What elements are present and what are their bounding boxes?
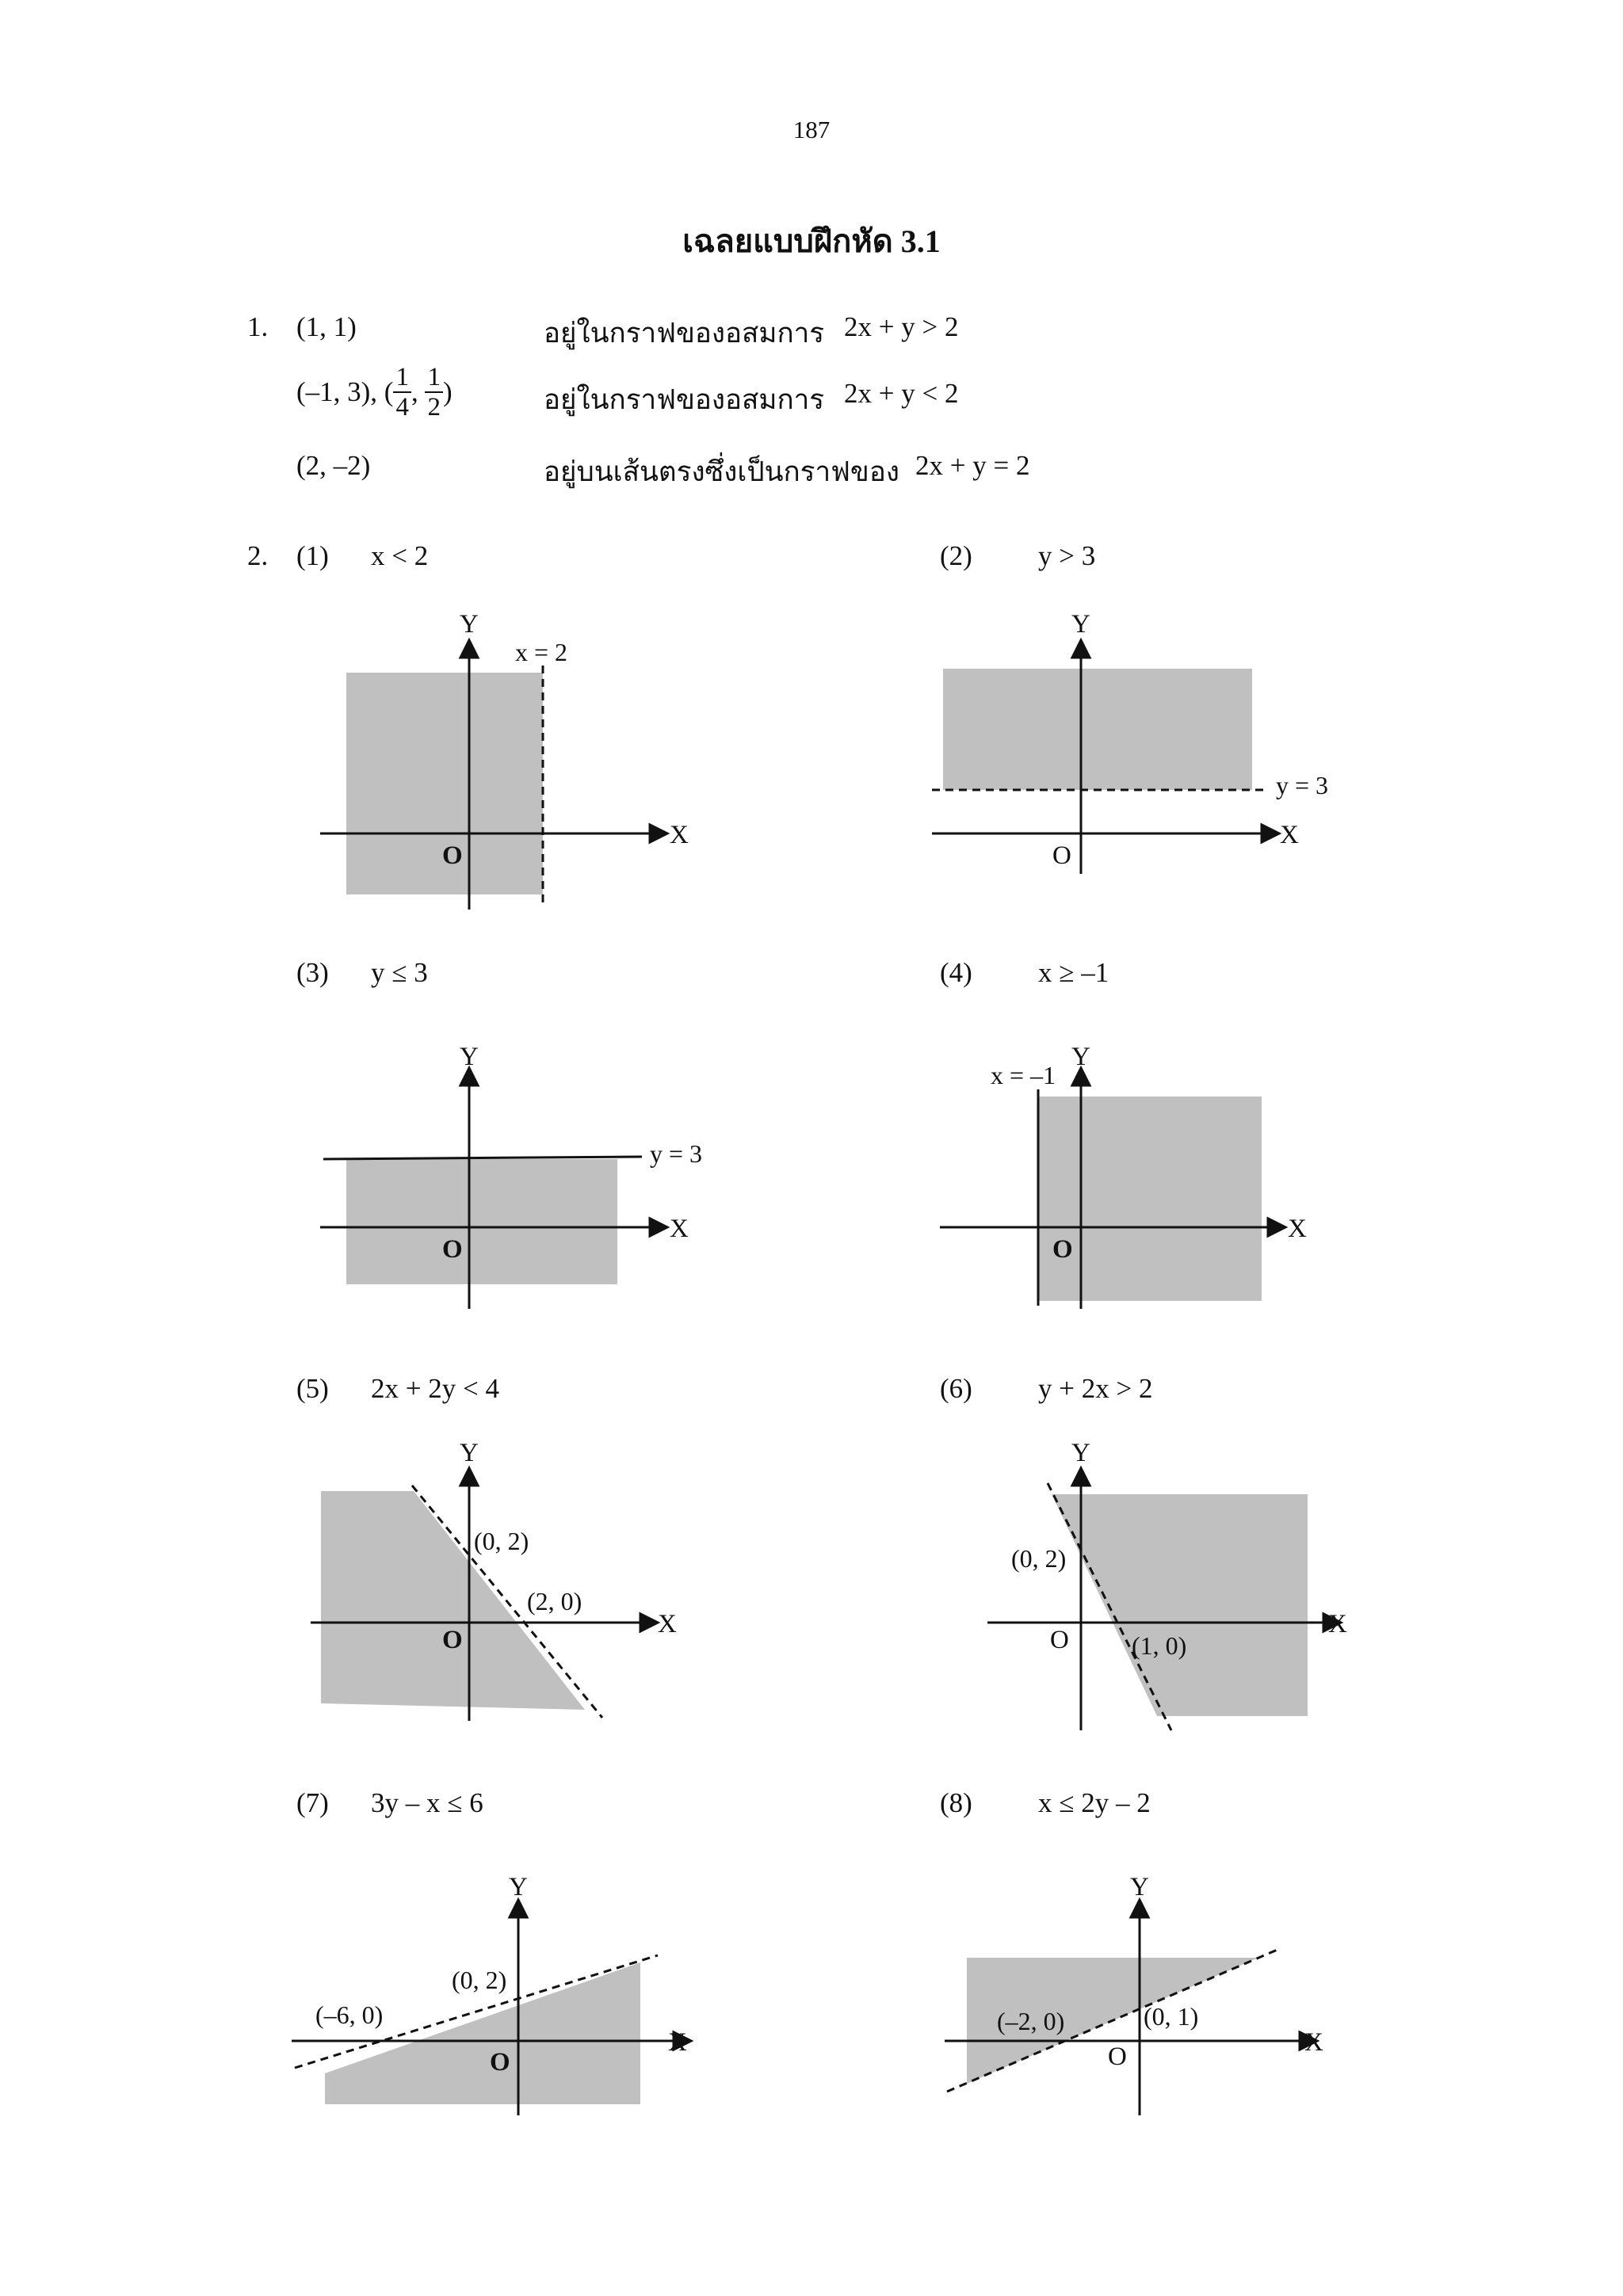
point-label-a: (0, 2) (1011, 1544, 1067, 1573)
x-axis-label: X (1304, 2028, 1323, 2057)
page-number: 187 (792, 116, 831, 143)
point-label-b: (–6, 0) (315, 2000, 384, 2029)
part-3-inequality: y ≤ 3 (371, 957, 428, 988)
part-5-inequality: 2x + 2y < 4 (371, 1373, 499, 1404)
y-axis-label: Y (1071, 1439, 1090, 1467)
graph-5 (311, 1439, 677, 1721)
q1-text-1: อยู่ในกราฟของอสมการ (544, 318, 825, 349)
origin-label: O (1108, 2042, 1127, 2071)
part-6-label: (6) (940, 1373, 972, 1404)
part-2-label: (2) (940, 540, 972, 571)
shaded-region (943, 669, 1252, 790)
boundary-line (323, 1157, 642, 1159)
x-axis-label: X (658, 1610, 677, 1638)
q1-point-2-separator: , (411, 376, 426, 407)
frac1-denominator: 4 (395, 393, 409, 421)
graph-4 (940, 1043, 1307, 1309)
line-label: y = 3 (1276, 771, 1329, 799)
q1-point-3: (2, –2) (296, 450, 371, 481)
y-axis-label: Y (1071, 610, 1090, 639)
q1-point-2-prefix: (–1, 3), ( (296, 376, 394, 407)
origin-label: O (442, 1235, 463, 1264)
point-label-a: (0, 2) (452, 1966, 507, 1994)
x-axis-label: X (670, 821, 689, 849)
origin-label: O (442, 1626, 463, 1654)
point-label-b: (–2, 0) (997, 2007, 1065, 2035)
x-axis-label: X (1280, 821, 1299, 849)
point-label-a: (0, 1) (1144, 2002, 1199, 2031)
line-label: x = 2 (515, 638, 568, 666)
shaded-region (346, 1159, 617, 1284)
y-axis-label: Y (460, 1439, 479, 1467)
graph-2 (932, 610, 1328, 874)
y-axis-label: Y (1130, 1873, 1149, 1901)
part-2-inequality: y > 3 (1038, 540, 1096, 571)
part-3-label: (3) (296, 957, 329, 988)
y-axis-label: Y (460, 610, 479, 639)
point-label-b: (1, 0) (1132, 1631, 1187, 1660)
graph-3 (320, 1043, 702, 1309)
part-1-inequality: x < 2 (371, 540, 429, 571)
frac2-numerator: 1 (425, 363, 443, 393)
part-6-inequality: y + 2x > 2 (1038, 1373, 1153, 1404)
line-label: x = –1 (991, 1061, 1056, 1089)
frac2-denominator: 2 (427, 393, 441, 421)
shaded-region (1052, 1494, 1308, 1716)
shaded-region (1038, 1097, 1262, 1301)
frac1-numerator: 1 (393, 363, 411, 393)
part-4-inequality: x ≥ –1 (1038, 957, 1109, 988)
part-4-label: (4) (940, 957, 972, 988)
y-axis-label: Y (1071, 1043, 1090, 1071)
origin-label: O (490, 2048, 510, 2077)
q1-point-1: (1, 1) (296, 311, 357, 342)
part-8-label: (8) (940, 1787, 972, 1818)
q1-expr-2: 2x + y < 2 (844, 378, 959, 409)
point-label-b: (2, 0) (527, 1587, 582, 1615)
origin-label: O (1052, 841, 1071, 870)
x-axis-label: X (1288, 1215, 1307, 1243)
x-axis-label: X (1328, 1610, 1347, 1638)
point-label-a: (0, 2) (474, 1527, 529, 1555)
origin-label: O (1052, 1235, 1073, 1264)
q1-expr-1: 2x + y > 2 (844, 311, 959, 342)
origin-label: O (1050, 1626, 1069, 1654)
x-axis-label: X (668, 2028, 687, 2057)
y-axis-label: Y (460, 1043, 479, 1071)
graph-7 (292, 1873, 689, 2115)
part-7-label: (7) (296, 1787, 329, 1818)
part-7-inequality: 3y – x ≤ 6 (371, 1787, 483, 1818)
q1-point-2-suffix: ) (442, 376, 453, 407)
x-axis-label: X (670, 1215, 689, 1243)
graph-6 (987, 1439, 1347, 1730)
question-2-number: 2. (247, 540, 269, 571)
part-8-inequality: x ≤ 2y – 2 (1038, 1787, 1151, 1818)
question-1-number: 1. (247, 311, 269, 342)
part-1-label: (1) (296, 540, 329, 571)
y-axis-label: Y (509, 1873, 528, 1901)
origin-label: O (442, 841, 463, 870)
graph-8 (945, 1873, 1323, 2115)
line-label: y = 3 (650, 1139, 703, 1168)
page-title: เฉลยแบบฝึกหัด 3.1 (682, 223, 941, 259)
q1-expr-3: 2x + y = 2 (915, 450, 1030, 481)
part-5-label: (5) (296, 1373, 329, 1404)
graph-1 (320, 610, 689, 910)
q1-text-3: อยู่บนเส้นตรงซึ่งเป็นกราฟของ (544, 456, 899, 487)
q1-text-2: อยู่ในกราฟของอสมการ (544, 384, 825, 415)
